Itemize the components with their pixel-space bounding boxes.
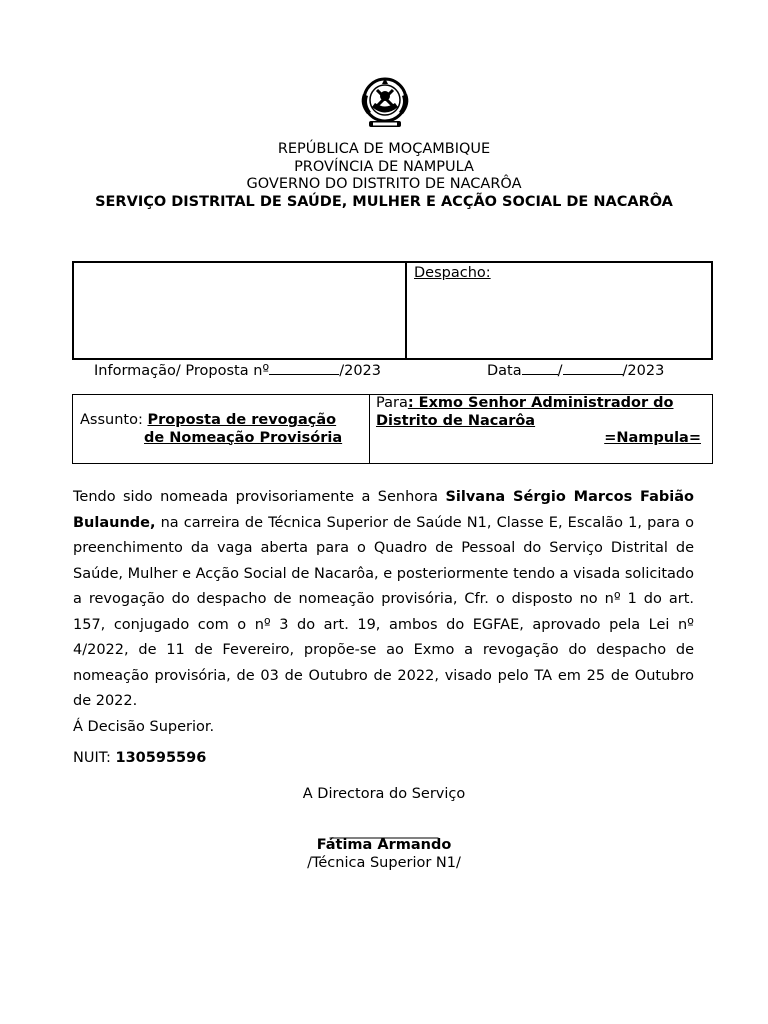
proposal-year: /2023 [339,363,382,379]
header-government: GOVERNO DO DISTRITO DE NACARÔA [246,176,522,192]
subject-cell [80,412,342,447]
proposal-number-blank [269,360,339,375]
subject-divider [369,395,370,463]
proposal-label: Informação/ Proposta nº [94,363,270,379]
body-text-start: Tendo sido nomeada provisoriamente a Senhora [73,489,446,505]
header-republic: REPÚBLICA DE MOÇAMBIQUE [277,141,491,157]
subject-line-2: de Nomeação Provisória [144,429,343,446]
signatory-role: A Directora do Serviço [302,786,466,802]
decision-line: Á Decisão Superior. [73,718,215,735]
recipient-cell [376,395,701,448]
nuit-label: NUIT: [73,750,116,766]
recipient-label: Para [376,395,408,411]
date-month-blank [563,360,623,375]
date-slash: / [557,363,563,379]
signatory-name: Fátima Armando [316,837,452,853]
recipient-line-1: : Exmo Senhor Administrador do [407,395,674,411]
mozambique-emblem-icon [355,72,415,132]
signature-line: _______________ [329,823,439,839]
employee-name: Silvana Sérgio Marcos Fabião Bulaunde, [73,489,694,531]
body-paragraph [73,485,694,740]
subject-line-1: Proposta de revogação [147,412,337,428]
proposal-number-row [94,360,381,379]
signatory-title: /Técnica Superior N1/ [307,855,461,871]
subject-label: Assunto: [80,412,148,428]
nuit-line [73,750,206,766]
date-year: /2023 [622,363,665,379]
despacho-label: Despacho: [414,265,491,281]
subject-box [72,394,713,464]
recipient-line-3: =Nampula= [604,430,701,446]
date-day-blank [522,360,558,375]
nuit-value: 130595596 [115,750,207,766]
body-text-rest: na carreira de Técnica Superior de Saúde N1, Classe E, Escalão 1, para o preenchimento da vaga aberta para o Quadro de Pessoal do Serviço Distrital de Saúde, Mulher e Acção Social de Nacarôa, e posteriormente tendo a visada solicitado a revogação do despacho de nomeação provisória, Cfr. o disposto no nº 1 do art. 157, conjugado com o nº 3 do art. 19, ambos do EGFAE, aprovado pela Lei nº 4/2022, de 11 de Fevereiro, propõe-se ao Exmo a revogação do despacho de nomeação provisória, de 03 de Outubro de 2022, visado pelo TA em 25 de Outubro de 2022. [73,514,694,709]
recipient-line-2: Distrito de Nacarôa [376,412,536,429]
despacho-divider [405,263,407,358]
date-label: Data [487,363,522,379]
header-service: SERVIÇO DISTRITAL DE SAÚDE, MULHER E ACÇÃO SOCIAL DE NACARÔA [95,193,673,210]
despacho-box [72,261,713,360]
document-header [0,141,768,211]
header-province: PROVÍNCIA DE NAMPULA [294,158,474,175]
date-row [487,360,664,379]
